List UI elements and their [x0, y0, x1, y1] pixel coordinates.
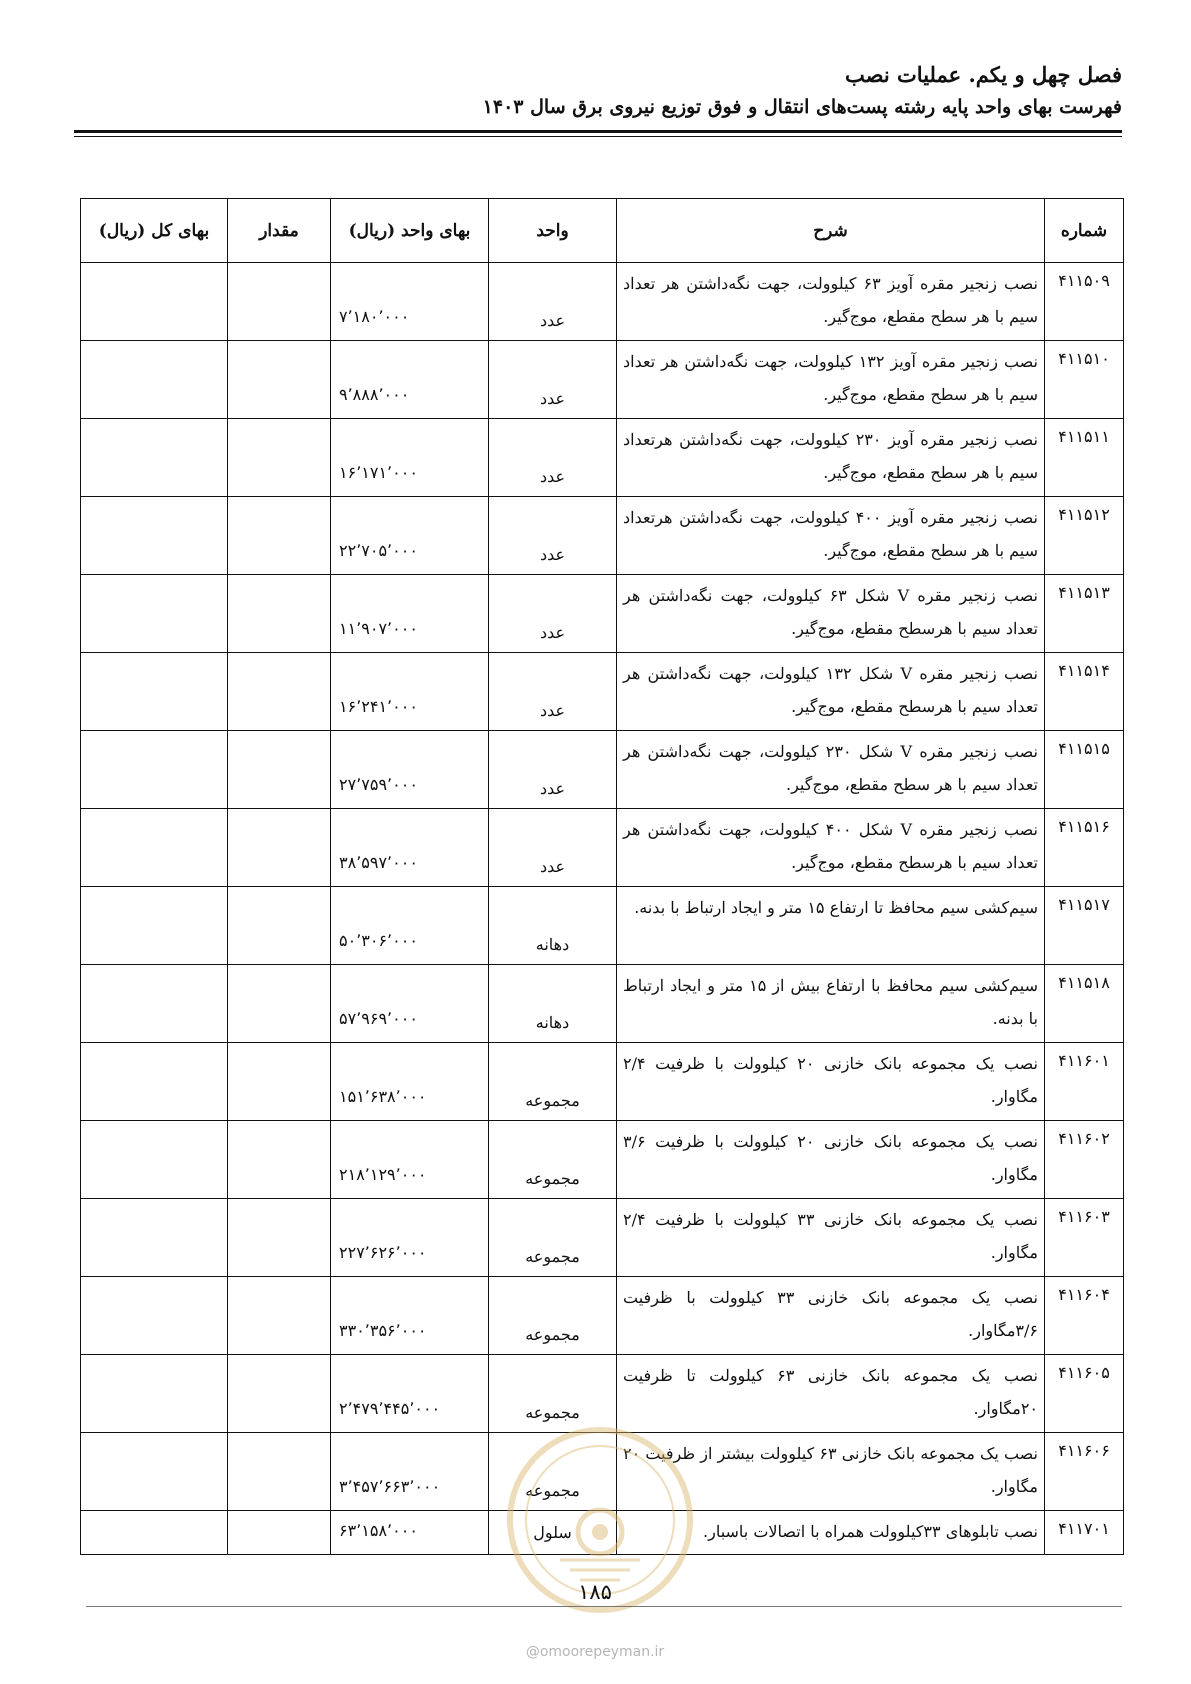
- item-unit: عدد: [489, 497, 617, 575]
- item-unit: عدد: [489, 653, 617, 731]
- item-total-price: [81, 1277, 228, 1355]
- item-quantity: [228, 575, 331, 653]
- item-number: ۴۱۱۵۱۴: [1045, 653, 1124, 731]
- item-description: نصب تابلوهای ۳۳کیلوولت همراه با اتصالات باسبار.: [617, 1511, 1045, 1555]
- table-row: [81, 653, 1124, 731]
- item-unit: مجموعه: [489, 1355, 617, 1433]
- item-quantity: [228, 1433, 331, 1511]
- item-quantity: [228, 1355, 331, 1433]
- item-description: سیم‌کشی سیم محافظ تا ارتفاع ۱۵ متر و ایجاد ارتباط با بدنه.: [617, 887, 1045, 965]
- item-unit: عدد: [489, 731, 617, 809]
- table-row: [81, 887, 1124, 965]
- page-header: [74, 58, 1122, 122]
- item-description: سیم‌کشی سیم محافظ با ارتفاع بیش از ۱۵ متر و ایجاد ارتباط با بدنه.: [617, 965, 1045, 1043]
- item-description: نصب یک مجموعه بانک خازنی ۶۳ کیلوولت بیشتر از ظرفیت ۲۰ مگاوار.: [617, 1433, 1045, 1511]
- item-unit: دهانه: [489, 965, 617, 1043]
- item-number: ۴۱۱۵۰۹: [1045, 263, 1124, 341]
- item-quantity: [228, 1199, 331, 1277]
- col-header-total-price: بهای کل (ریال): [81, 199, 228, 263]
- table-row: [81, 419, 1124, 497]
- item-total-price: [81, 575, 228, 653]
- item-total-price: [81, 1199, 228, 1277]
- table-row: [81, 341, 1124, 419]
- item-unit: عدد: [489, 263, 617, 341]
- item-unit: عدد: [489, 341, 617, 419]
- item-number: ۴۱۱۵۱۵: [1045, 731, 1124, 809]
- item-unit: مجموعه: [489, 1277, 617, 1355]
- item-quantity: [228, 731, 331, 809]
- item-unit-price: ۲٬۴۷۹٬۴۴۵٬۰۰۰: [331, 1355, 489, 1433]
- item-number: ۴۱۱۶۰۳: [1045, 1199, 1124, 1277]
- table-row: [81, 731, 1124, 809]
- table-row: [81, 1043, 1124, 1121]
- item-unit: مجموعه: [489, 1121, 617, 1199]
- table-row: [81, 809, 1124, 887]
- item-number: ۴۱۱۵۱۶: [1045, 809, 1124, 887]
- item-total-price: [81, 887, 228, 965]
- price-list-title: فهرست بهای واحد پایه رشته پست‌های انتقال و فوق توزیع نیروی برق سال ۱۴۰۳: [482, 96, 1122, 118]
- item-number: ۴۱۱۶۰۲: [1045, 1121, 1124, 1199]
- header-rule-thick: [74, 130, 1122, 133]
- item-description: نصب یک مجموعه بانک خازنی ۳۳ کیلوولت با ظرفیت ۳/۶مگاوار.: [617, 1277, 1045, 1355]
- item-total-price: [81, 497, 228, 575]
- item-number: ۴۱۱۶۰۶: [1045, 1433, 1124, 1511]
- item-total-price: [81, 1355, 228, 1433]
- item-unit-price: ۵۰٬۳۰۶٬۰۰۰: [331, 887, 489, 965]
- item-unit-price: ۱۶٬۲۴۱٬۰۰۰: [331, 653, 489, 731]
- item-unit-price: ۲۷٬۷۵۹٬۰۰۰: [331, 731, 489, 809]
- col-header-quantity: مقدار: [228, 199, 331, 263]
- item-quantity: [228, 887, 331, 965]
- col-header-unit-price: بهای واحد (ریال): [331, 199, 489, 263]
- item-unit-price: ۳٬۴۵۷٬۶۶۳٬۰۰۰: [331, 1433, 489, 1511]
- item-unit-price: ۲۲٬۷۰۵٬۰۰۰: [331, 497, 489, 575]
- table-row: [81, 1121, 1124, 1199]
- item-number: ۴۱۱۷۰۱: [1045, 1511, 1124, 1555]
- table-row: [81, 1199, 1124, 1277]
- item-description: نصب یک مجموعه بانک خازنی ۶۳ کیلوولت تا ظرفیت ۲۰مگاوار.: [617, 1355, 1045, 1433]
- item-quantity: [228, 1043, 331, 1121]
- item-unit: مجموعه: [489, 1199, 617, 1277]
- item-description: نصب زنجیر مقره آویز ۲۳۰ کیلوولت، جهت نگه‌داشتن هرتعداد سیم با هر سطح مقطع، موج‌گیر.: [617, 419, 1045, 497]
- item-quantity: [228, 809, 331, 887]
- item-number: ۴۱۱۵۱۸: [1045, 965, 1124, 1043]
- item-total-price: [81, 809, 228, 887]
- watermark-site: @omoorepeyman.ir: [525, 1644, 665, 1660]
- item-unit-price: ۱۵۱٬۶۳۸٬۰۰۰: [331, 1043, 489, 1121]
- item-total-price: [81, 341, 228, 419]
- item-quantity: [228, 1121, 331, 1199]
- page-number: ۱۸۵: [578, 1580, 612, 1604]
- item-total-price: [81, 1121, 228, 1199]
- item-description: نصب زنجیر مقره V شکل ۴۰۰ کیلوولت، جهت نگه‌داشتن هر تعداد سیم با هرسطح مقطع، موج‌گیر.: [617, 809, 1045, 887]
- item-quantity: [228, 497, 331, 575]
- item-unit-price: ۳۸٬۵۹۷٬۰۰۰: [331, 809, 489, 887]
- item-total-price: [81, 965, 228, 1043]
- table-row: [81, 965, 1124, 1043]
- table-header-row: [81, 199, 1124, 263]
- item-unit-price: ۹٬۸۸۸٬۰۰۰: [331, 341, 489, 419]
- item-unit: عدد: [489, 419, 617, 497]
- item-unit: دهانه: [489, 887, 617, 965]
- col-header-number: شماره: [1045, 199, 1124, 263]
- item-unit-price: ۱۶٬۱۷۱٬۰۰۰: [331, 419, 489, 497]
- item-number: ۴۱۱۶۰۱: [1045, 1043, 1124, 1121]
- item-unit: مجموعه: [489, 1043, 617, 1121]
- item-number: ۴۱۱۵۱۷: [1045, 887, 1124, 965]
- item-unit-price: ۶۳٬۱۵۸٬۰۰۰: [331, 1511, 489, 1555]
- item-quantity: [228, 1277, 331, 1355]
- item-unit-price: ۵۷٬۹۶۹٬۰۰۰: [331, 965, 489, 1043]
- item-number: ۴۱۱۵۱۳: [1045, 575, 1124, 653]
- item-unit-price: ۳۳۰٬۳۵۶٬۰۰۰: [331, 1277, 489, 1355]
- item-description: نصب زنجیر مقره آویز ۶۳ کیلوولت، جهت نگه‌داشتن هر تعداد سیم با هر سطح مقطع، موج‌گیر.: [617, 263, 1045, 341]
- item-total-price: [81, 1043, 228, 1121]
- item-quantity: [228, 419, 331, 497]
- item-description: نصب زنجیر مقره V شکل ۱۳۲ کیلوولت، جهت نگه‌داشتن هر تعداد سیم با هرسطح مقطع، موج‌گیر.: [617, 653, 1045, 731]
- item-number: ۴۱۱۶۰۴: [1045, 1277, 1124, 1355]
- item-quantity: [228, 263, 331, 341]
- item-number: ۴۱۱۵۱۰: [1045, 341, 1124, 419]
- item-unit-price: ۱۱٬۹۰۷٬۰۰۰: [331, 575, 489, 653]
- item-description: نصب زنجیر مقره V شکل ۲۳۰ کیلوولت، جهت نگه‌داشتن هر تعداد سیم با هر سطح مقطع، موج‌گیر.: [617, 731, 1045, 809]
- item-description: نصب یک مجموعه بانک خازنی ۳۳ کیلوولت با ظرفیت ۲/۴ مگاوار.: [617, 1199, 1045, 1277]
- chapter-title: فصل چهل و یکم. عملیات نصب: [845, 62, 1122, 87]
- price-table: [80, 198, 1124, 1555]
- item-description: نصب یک مجموعه بانک خازنی ۲۰ کیلوولت با ظرفیت ۳/۶ مگاوار.: [617, 1121, 1045, 1199]
- item-unit-price: ۲۲۷٬۶۲۶٬۰۰۰: [331, 1199, 489, 1277]
- table-row: [81, 263, 1124, 341]
- footer-rule: [86, 1606, 1122, 1607]
- item-quantity: [228, 1511, 331, 1555]
- item-unit-price: ۷٬۱۸۰٬۰۰۰: [331, 263, 489, 341]
- item-quantity: [228, 341, 331, 419]
- item-quantity: [228, 965, 331, 1043]
- table-row: [81, 1277, 1124, 1355]
- item-total-price: [81, 263, 228, 341]
- table-row: [81, 497, 1124, 575]
- table-row: [81, 575, 1124, 653]
- item-total-price: [81, 731, 228, 809]
- col-header-description: شرح: [617, 199, 1045, 263]
- item-description: نصب زنجیر مقره V شکل ۶۳ کیلوولت، جهت نگه‌داشتن هر تعداد سیم با هرسطح مقطع، موج‌گیر.: [617, 575, 1045, 653]
- item-description: نصب یک مجموعه بانک خازنی ۲۰ کیلوولت با ظرفیت ۲/۴ مگاوار.: [617, 1043, 1045, 1121]
- item-quantity: [228, 653, 331, 731]
- item-unit-price: ۲۱۸٬۱۲۹٬۰۰۰: [331, 1121, 489, 1199]
- header-rule-thin: [74, 136, 1122, 137]
- item-unit: عدد: [489, 575, 617, 653]
- item-total-price: [81, 1511, 228, 1555]
- item-unit: سلول: [489, 1511, 617, 1555]
- item-description: نصب زنجیر مقره آویز ۱۳۲ کیلوولت، جهت نگه‌داشتن هر تعداد سیم با هر سطح مقطع، موج‌گیر.: [617, 341, 1045, 419]
- item-total-price: [81, 1433, 228, 1511]
- item-number: ۴۱۱۵۱۱: [1045, 419, 1124, 497]
- item-number: ۴۱۱۶۰۵: [1045, 1355, 1124, 1433]
- item-number: ۴۱۱۵۱۲: [1045, 497, 1124, 575]
- item-description: نصب زنجیر مقره آویز ۴۰۰ کیلوولت، جهت نگه‌داشتن هرتعداد سیم با هر سطح مقطع، موج‌گیر.: [617, 497, 1045, 575]
- item-unit: مجموعه: [489, 1433, 617, 1511]
- col-header-unit: واحد: [489, 199, 617, 263]
- item-unit: عدد: [489, 809, 617, 887]
- item-total-price: [81, 419, 228, 497]
- item-total-price: [81, 653, 228, 731]
